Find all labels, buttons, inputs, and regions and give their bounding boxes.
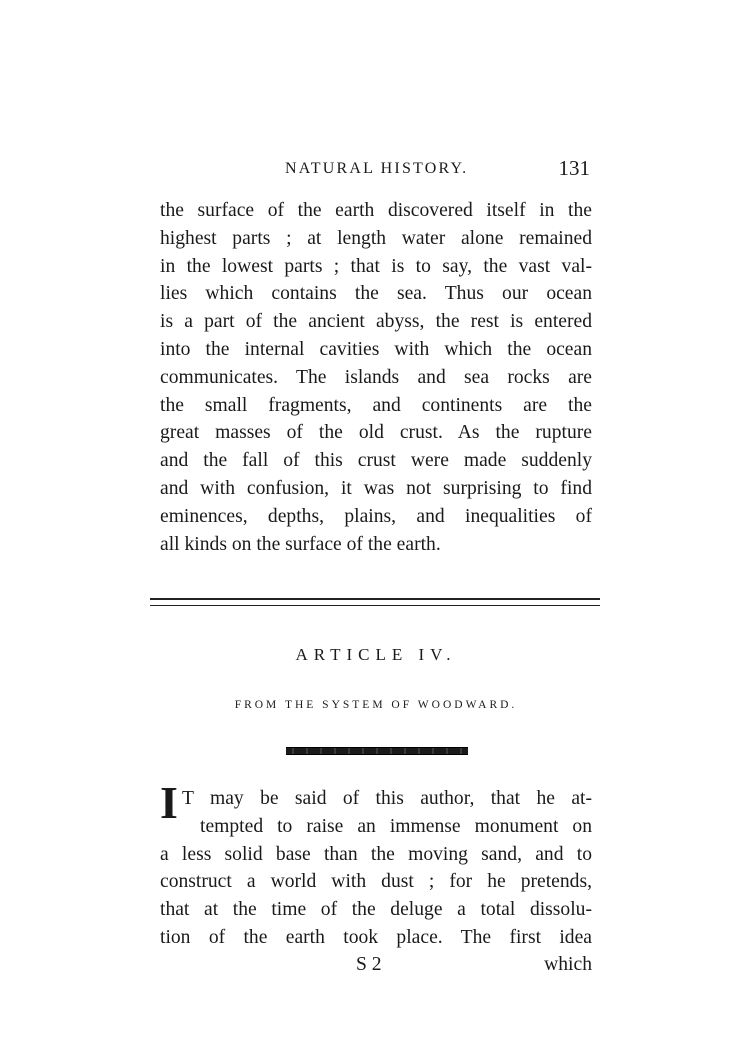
text-line: into the internal cavities with which the ocean: [160, 338, 592, 360]
text-line: and with confusion, it was not surprising to find: [160, 477, 592, 499]
text-line: the small fragments, and continents are the: [160, 394, 592, 416]
text-line: that at the time of the deluge a total dissolu-: [160, 899, 592, 921]
paragraph-continued: [160, 197, 592, 558]
text-line: tempted to raise an immense monument on: [200, 815, 592, 837]
running-head: [160, 156, 592, 184]
text-line: highest parts ; at length water alone remained: [160, 227, 592, 249]
text-line: in the lowest parts ; that is to say, the vast val-: [160, 255, 592, 277]
signature-mark: S 2: [356, 954, 382, 975]
paragraph-article: [160, 785, 592, 952]
running-head-title: NATURAL HISTORY.: [285, 160, 469, 177]
page-footer: [160, 954, 592, 982]
text-line: all kinds on the surface of the earth.: [160, 533, 441, 555]
article-subheading: FROM THE SYSTEM OF WOODWARD.: [234, 699, 518, 711]
text-line: eminences, depths, plains, and inequalities of: [160, 505, 592, 527]
catchword: which: [544, 954, 592, 975]
text-line: a less solid base than the moving sand, and to: [160, 843, 592, 865]
section-divider: [150, 598, 600, 606]
text-line: construct a world with dust ; for he pretends,: [160, 871, 592, 893]
text-line: and the fall of this crust were made suddenly: [160, 450, 592, 472]
text-line: is a part of the ancient abyss, the rest is entered: [160, 311, 592, 333]
page-number: 131: [558, 156, 590, 180]
text-line: communicates. The islands and sea rocks are: [160, 366, 592, 388]
drop-cap: I: [160, 777, 178, 828]
text-line: the surface of the earth discovered itself in the: [160, 200, 592, 221]
text-line: T may be said of this author, that he at-: [182, 788, 592, 809]
text-line: tion of the earth took place. The first idea: [160, 926, 592, 948]
article-heading: ARTICLE IV.: [295, 645, 457, 664]
ornamental-rule: [286, 747, 468, 755]
text-line: lies which contains the sea. Thus our ocean: [160, 283, 592, 305]
text-line: great masses of the old crust. As the rupture: [160, 422, 592, 444]
